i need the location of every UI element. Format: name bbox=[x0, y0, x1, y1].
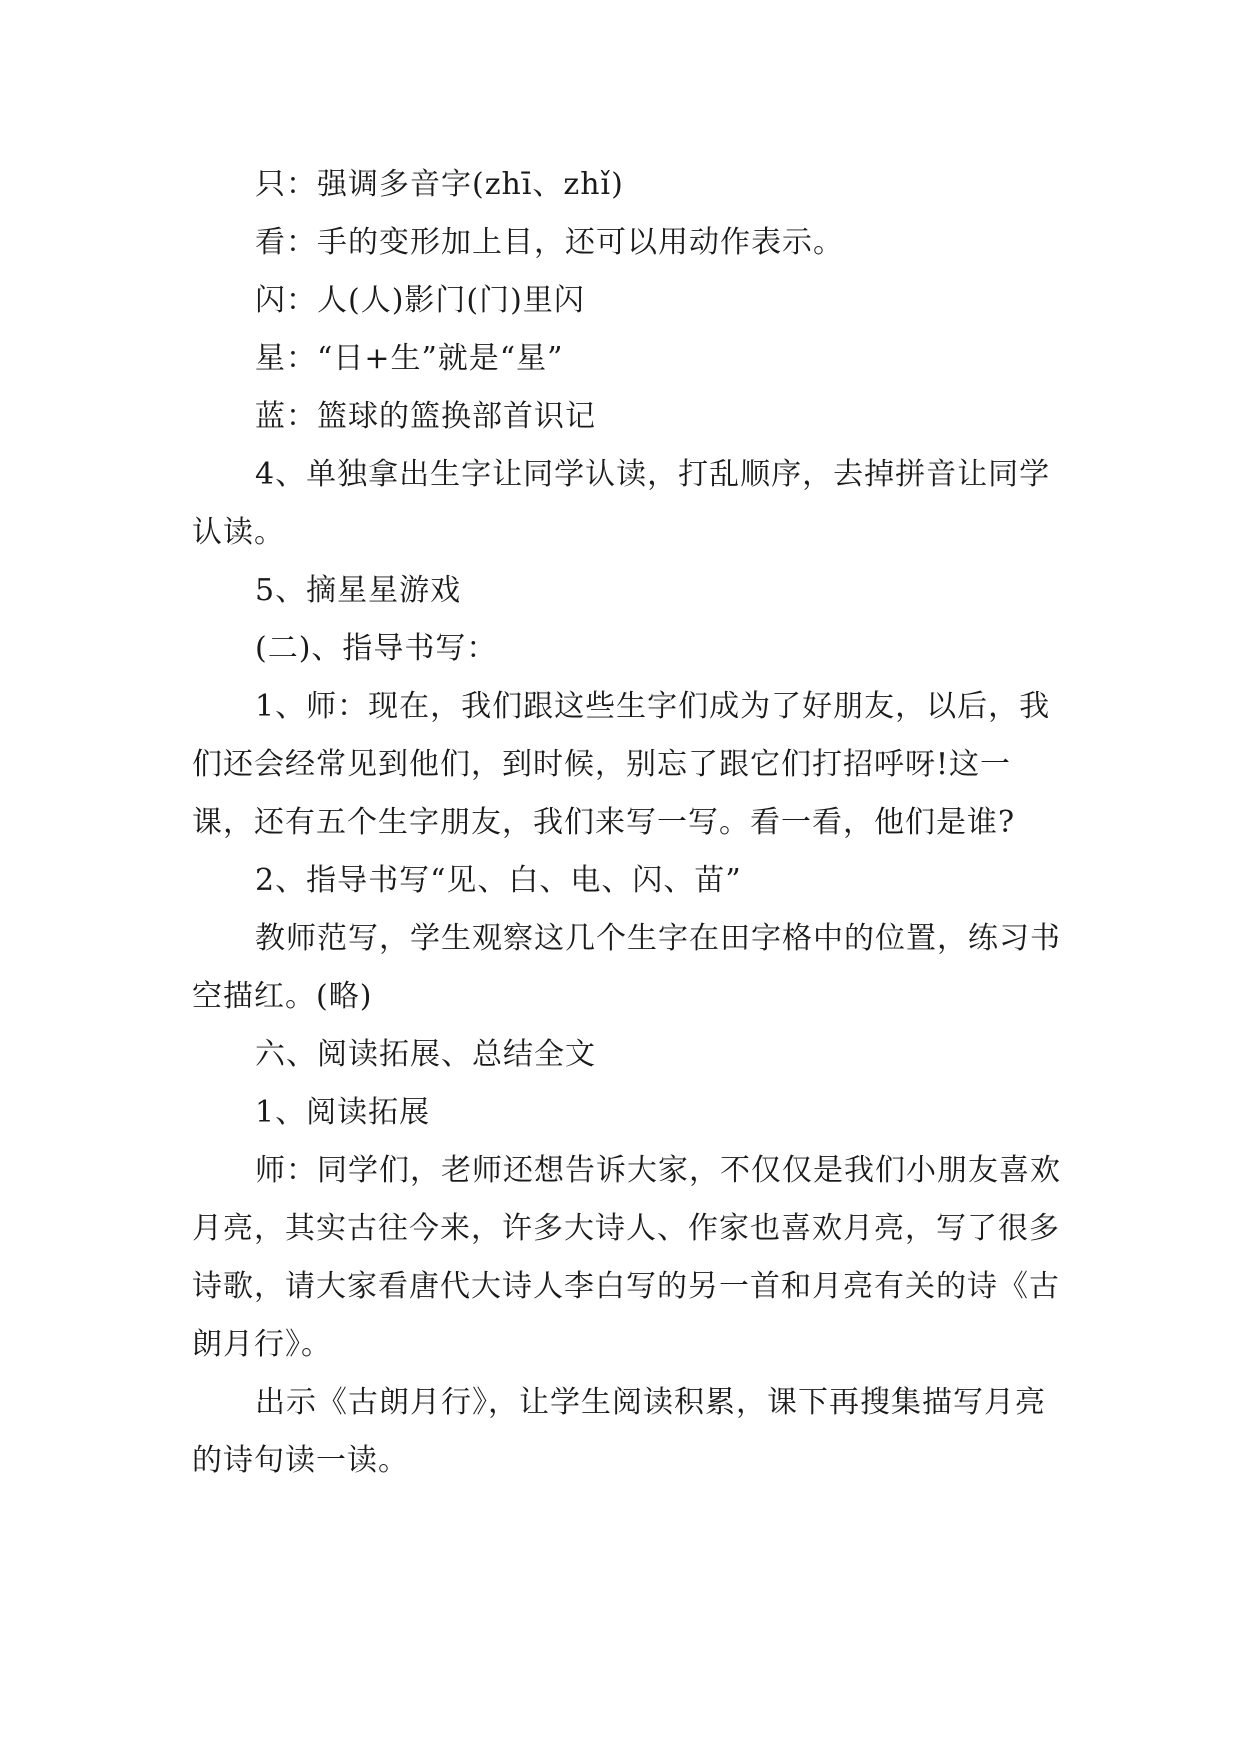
paragraph-reading-1: 1、阅读拓展 bbox=[255, 1095, 431, 1130]
section-heading-writing: (二)、指导书写： bbox=[255, 631, 498, 666]
paragraph-lan: 蓝：篮球的篮换部首识记 bbox=[255, 399, 596, 434]
paragraph-writing-2: 2、指导书写“见、白、电、闪、苗” bbox=[255, 863, 742, 898]
paragraph-show-poem: 出示《古朗月行》，让学生阅读积累，课下再搜集描写月亮的诗句读一读。 bbox=[192, 1385, 1046, 1478]
paragraph-teacher-demo: 教师范写，学生观察这几个生字在田字格中的位置，练习书空描红。(略) bbox=[192, 921, 1061, 1014]
paragraph-kan: 看：手的变形加上目，还可以用动作表示。 bbox=[255, 225, 844, 260]
paragraph-teacher-speech: 师：同学们，老师还想告诉大家，不仅仅是我们小朋友喜欢月亮，其实古往今来，许多大诗人、作家也喜欢月亮，写了很多诗歌，请大家看唐代大诗人李白写的另一首和月亮有关的诗《古朗月行》。 bbox=[192, 1153, 1061, 1362]
paragraph-step-4: 4、单独拿出生字让同学认读，打乱顺序，去掉拼音让同学认读。 bbox=[192, 457, 1051, 550]
paragraph-shan: 闪：人(人)影门(门)里闪 bbox=[255, 283, 585, 318]
paragraph-writing-1: 1、师：现在，我们跟这些生字们成为了好朋友，以后，我们还会经常见到他们，到时候，别忘了跟它们打招呼呀!这一课，还有五个生字朋友，我们来写一写。看一看，他们是谁? bbox=[192, 689, 1051, 840]
document-body bbox=[192, 156, 1062, 1490]
paragraph-step-5: 5、摘星星游戏 bbox=[255, 573, 462, 608]
paragraph-zhi: 只：强调多音字(zhī、zhǐ) bbox=[255, 167, 624, 202]
section-heading-reading: 六、阅读拓展、总结全文 bbox=[255, 1037, 596, 1072]
paragraph-xing: 星：“日+生”就是“星” bbox=[255, 341, 564, 376]
